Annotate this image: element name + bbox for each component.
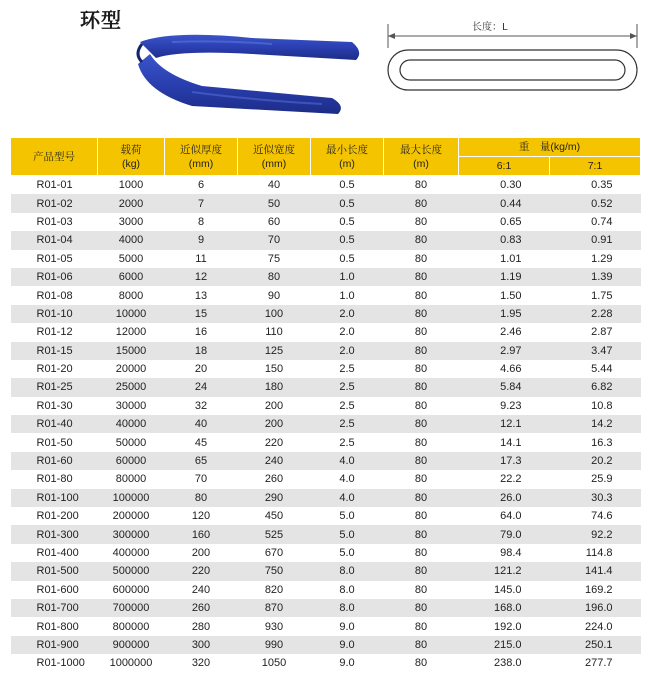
header-row [11, 138, 641, 157]
header-ratio-6: 6:1 [459, 157, 550, 176]
cell-load: 1000 [98, 176, 165, 195]
cell-thickness: 260 [165, 599, 238, 617]
cell-max: 80 [384, 194, 459, 212]
cell-load: 700000 [98, 599, 165, 617]
cell-w6: 168.0 [459, 599, 550, 617]
cell-min: 0.5 [311, 250, 384, 268]
cell-w6: 215.0 [459, 636, 550, 654]
table-row [11, 305, 641, 323]
cell-min: 0.5 [311, 213, 384, 231]
table-row [11, 342, 641, 360]
cell-min: 1.0 [311, 286, 384, 304]
cell-max: 80 [384, 654, 459, 672]
cell-w7: 0.74 [550, 213, 641, 231]
cell-min: 8.0 [311, 599, 384, 617]
cell-model: R01-500 [11, 562, 98, 580]
cell-min: 2.0 [311, 323, 384, 341]
table-row [11, 654, 641, 672]
cell-thickness: 120 [165, 507, 238, 525]
cell-width: 80 [238, 268, 311, 286]
cell-min: 8.0 [311, 581, 384, 599]
cell-w6: 1.01 [459, 250, 550, 268]
cell-width: 260 [238, 470, 311, 488]
cell-load: 50000 [98, 433, 165, 451]
cell-w7: 0.35 [550, 176, 641, 195]
cell-load: 15000 [98, 342, 165, 360]
cell-thickness: 8 [165, 213, 238, 231]
table-row [11, 286, 641, 304]
cell-w7: 2.28 [550, 305, 641, 323]
cell-max: 80 [384, 286, 459, 304]
cell-model: R01-800 [11, 617, 98, 635]
cell-w7: 0.91 [550, 231, 641, 249]
header-max-length: 最大长度 (m) [384, 138, 459, 176]
cell-width: 525 [238, 525, 311, 543]
cell-w6: 26.0 [459, 489, 550, 507]
cell-model: R01-05 [11, 250, 98, 268]
cell-min: 2.5 [311, 378, 384, 396]
cell-w6: 12.1 [459, 415, 550, 433]
cell-thickness: 9 [165, 231, 238, 249]
cell-thickness: 32 [165, 397, 238, 415]
cell-width: 100 [238, 305, 311, 323]
header-ratio-7: 7:1 [550, 157, 641, 176]
cell-max: 80 [384, 562, 459, 580]
header-weight: 重 量(kg/m) [459, 138, 641, 157]
cell-min: 2.5 [311, 397, 384, 415]
cell-thickness: 12 [165, 268, 238, 286]
cell-w6: 64.0 [459, 507, 550, 525]
table-row [11, 268, 641, 286]
cell-w6: 121.2 [459, 562, 550, 580]
cell-w7: 224.0 [550, 617, 641, 635]
cell-w6: 5.84 [459, 378, 550, 396]
specification-table [10, 137, 641, 673]
cell-max: 80 [384, 305, 459, 323]
table-row [11, 581, 641, 599]
cell-max: 80 [384, 636, 459, 654]
cell-w6: 98.4 [459, 544, 550, 562]
cell-max: 80 [384, 415, 459, 433]
cell-width: 90 [238, 286, 311, 304]
table-row [11, 378, 641, 396]
cell-load: 20000 [98, 360, 165, 378]
header-load: 载荷 (kg) [98, 138, 165, 176]
cell-thickness: 16 [165, 323, 238, 341]
cell-thickness: 40 [165, 415, 238, 433]
cell-max: 80 [384, 176, 459, 195]
cell-load: 40000 [98, 415, 165, 433]
cell-model: R01-20 [11, 360, 98, 378]
table-row [11, 433, 641, 451]
cell-min: 4.0 [311, 452, 384, 470]
cell-w6: 1.95 [459, 305, 550, 323]
cell-min: 9.0 [311, 636, 384, 654]
cell-max: 80 [384, 599, 459, 617]
cell-w7: 1.39 [550, 268, 641, 286]
cell-min: 2.0 [311, 342, 384, 360]
cell-min: 2.5 [311, 433, 384, 451]
cell-min: 8.0 [311, 562, 384, 580]
cell-thickness: 24 [165, 378, 238, 396]
cell-load: 10000 [98, 305, 165, 323]
cell-w6: 14.1 [459, 433, 550, 451]
cell-width: 670 [238, 544, 311, 562]
cell-width: 1050 [238, 654, 311, 672]
cell-thickness: 240 [165, 581, 238, 599]
table-row [11, 525, 641, 543]
cell-model: R01-08 [11, 286, 98, 304]
cell-max: 80 [384, 433, 459, 451]
cell-load: 25000 [98, 378, 165, 396]
cell-w6: 192.0 [459, 617, 550, 635]
cell-w6: 79.0 [459, 525, 550, 543]
cell-width: 40 [238, 176, 311, 195]
cell-w7: 6.82 [550, 378, 641, 396]
cell-model: R01-02 [11, 194, 98, 212]
cell-width: 220 [238, 433, 311, 451]
table-row [11, 544, 641, 562]
cell-width: 70 [238, 231, 311, 249]
cell-thickness: 18 [165, 342, 238, 360]
cell-w7: 74.6 [550, 507, 641, 525]
cell-min: 0.5 [311, 194, 384, 212]
cell-max: 80 [384, 323, 459, 341]
cell-width: 180 [238, 378, 311, 396]
cell-model: R01-1000 [11, 654, 98, 672]
cell-w6: 2.97 [459, 342, 550, 360]
cell-thickness: 70 [165, 470, 238, 488]
cell-width: 200 [238, 415, 311, 433]
cell-load: 6000 [98, 268, 165, 286]
cell-model: R01-100 [11, 489, 98, 507]
cell-w6: 145.0 [459, 581, 550, 599]
cell-model: R01-80 [11, 470, 98, 488]
cell-model: R01-06 [11, 268, 98, 286]
cell-w7: 1.75 [550, 286, 641, 304]
cell-w7: 5.44 [550, 360, 641, 378]
cell-width: 930 [238, 617, 311, 635]
cell-load: 60000 [98, 452, 165, 470]
cell-min: 1.0 [311, 268, 384, 286]
cell-thickness: 80 [165, 489, 238, 507]
table-row [11, 562, 641, 580]
cell-width: 240 [238, 452, 311, 470]
cell-w7: 25.9 [550, 470, 641, 488]
header-width: 近似宽度 (mm) [238, 138, 311, 176]
cell-min: 2.5 [311, 360, 384, 378]
cell-model: R01-200 [11, 507, 98, 525]
cell-load: 3000 [98, 213, 165, 231]
cell-min: 9.0 [311, 617, 384, 635]
table-row [11, 617, 641, 635]
cell-load: 2000 [98, 194, 165, 212]
table-row [11, 213, 641, 231]
cell-model: R01-40 [11, 415, 98, 433]
cell-load: 900000 [98, 636, 165, 654]
page-title: 环型 [80, 8, 122, 32]
cell-model: R01-04 [11, 231, 98, 249]
cell-min: 0.5 [311, 231, 384, 249]
cell-width: 450 [238, 507, 311, 525]
cell-w7: 16.3 [550, 433, 641, 451]
table-row [11, 397, 641, 415]
table-row [11, 194, 641, 212]
cell-width: 75 [238, 250, 311, 268]
cell-thickness: 65 [165, 452, 238, 470]
cell-w7: 169.2 [550, 581, 641, 599]
cell-w6: 0.83 [459, 231, 550, 249]
cell-w7: 30.3 [550, 489, 641, 507]
cell-load: 600000 [98, 581, 165, 599]
cell-model: R01-30 [11, 397, 98, 415]
cell-load: 500000 [98, 562, 165, 580]
cell-width: 750 [238, 562, 311, 580]
cell-model: R01-700 [11, 599, 98, 617]
header-thickness: 近似厚度 (mm) [165, 138, 238, 176]
cell-thickness: 20 [165, 360, 238, 378]
cell-w7: 250.1 [550, 636, 641, 654]
cell-max: 80 [384, 617, 459, 635]
cell-load: 300000 [98, 525, 165, 543]
cell-min: 9.0 [311, 654, 384, 672]
cell-model: R01-300 [11, 525, 98, 543]
cell-load: 30000 [98, 397, 165, 415]
cell-thickness: 13 [165, 286, 238, 304]
cell-thickness: 220 [165, 562, 238, 580]
cell-max: 80 [384, 489, 459, 507]
cell-w6: 22.2 [459, 470, 550, 488]
cell-max: 80 [384, 250, 459, 268]
cell-load: 800000 [98, 617, 165, 635]
table-row [11, 599, 641, 617]
cell-model: R01-01 [11, 176, 98, 195]
cell-w6: 1.50 [459, 286, 550, 304]
cell-w6: 17.3 [459, 452, 550, 470]
cell-w7: 3.47 [550, 342, 641, 360]
cell-w6: 1.19 [459, 268, 550, 286]
cell-min: 0.5 [311, 176, 384, 195]
cell-width: 125 [238, 342, 311, 360]
cell-w6: 0.30 [459, 176, 550, 195]
cell-max: 80 [384, 452, 459, 470]
cell-load: 12000 [98, 323, 165, 341]
cell-min: 5.0 [311, 525, 384, 543]
cell-max: 80 [384, 378, 459, 396]
cell-w6: 238.0 [459, 654, 550, 672]
table-row [11, 415, 641, 433]
cell-thickness: 15 [165, 305, 238, 323]
cell-max: 80 [384, 581, 459, 599]
cell-max: 80 [384, 342, 459, 360]
table-row [11, 176, 641, 195]
cell-w7: 2.87 [550, 323, 641, 341]
cell-min: 5.0 [311, 544, 384, 562]
cell-load: 5000 [98, 250, 165, 268]
cell-width: 290 [238, 489, 311, 507]
cell-max: 80 [384, 231, 459, 249]
cell-model: R01-25 [11, 378, 98, 396]
table-row [11, 250, 641, 268]
cell-thickness: 280 [165, 617, 238, 635]
cell-model: R01-50 [11, 433, 98, 451]
cell-w7: 277.7 [550, 654, 641, 672]
cell-w7: 92.2 [550, 525, 641, 543]
table-row [11, 452, 641, 470]
cell-width: 990 [238, 636, 311, 654]
cell-w7: 20.2 [550, 452, 641, 470]
cell-load: 80000 [98, 470, 165, 488]
cell-width: 870 [238, 599, 311, 617]
cell-thickness: 7 [165, 194, 238, 212]
cell-w6: 0.65 [459, 213, 550, 231]
header-min-length: 最小长度 (m) [311, 138, 384, 176]
cell-load: 400000 [98, 544, 165, 562]
cell-max: 80 [384, 544, 459, 562]
cell-w7: 114.8 [550, 544, 641, 562]
cell-load: 4000 [98, 231, 165, 249]
table-row [11, 507, 641, 525]
cell-width: 820 [238, 581, 311, 599]
table-row [11, 636, 641, 654]
cell-w6: 4.66 [459, 360, 550, 378]
cell-max: 80 [384, 213, 459, 231]
cell-thickness: 320 [165, 654, 238, 672]
cell-width: 110 [238, 323, 311, 341]
cell-width: 60 [238, 213, 311, 231]
table-row [11, 489, 641, 507]
cell-width: 200 [238, 397, 311, 415]
round-sling-photo [132, 28, 364, 120]
cell-thickness: 11 [165, 250, 238, 268]
cell-load: 8000 [98, 286, 165, 304]
cell-thickness: 6 [165, 176, 238, 195]
table-row [11, 323, 641, 341]
cell-max: 80 [384, 268, 459, 286]
cell-width: 150 [238, 360, 311, 378]
cell-min: 4.0 [311, 470, 384, 488]
cell-w6: 0.44 [459, 194, 550, 212]
cell-model: R01-15 [11, 342, 98, 360]
table-row [11, 470, 641, 488]
cell-w6: 9.23 [459, 397, 550, 415]
cell-w7: 1.29 [550, 250, 641, 268]
cell-min: 2.5 [311, 415, 384, 433]
cell-model: R01-10 [11, 305, 98, 323]
table-row [11, 231, 641, 249]
cell-w7: 196.0 [550, 599, 641, 617]
cell-load: 1000000 [98, 654, 165, 672]
cell-model: R01-600 [11, 581, 98, 599]
cell-thickness: 200 [165, 544, 238, 562]
cell-min: 5.0 [311, 507, 384, 525]
cell-max: 80 [384, 525, 459, 543]
cell-thickness: 45 [165, 433, 238, 451]
length-diagram [380, 14, 645, 104]
cell-thickness: 300 [165, 636, 238, 654]
cell-load: 200000 [98, 507, 165, 525]
cell-min: 2.0 [311, 305, 384, 323]
cell-model: R01-400 [11, 544, 98, 562]
cell-max: 80 [384, 397, 459, 415]
table-row [11, 360, 641, 378]
cell-min: 4.0 [311, 489, 384, 507]
header-model: 产品型号 [11, 138, 98, 176]
cell-thickness: 160 [165, 525, 238, 543]
cell-max: 80 [384, 360, 459, 378]
cell-width: 50 [238, 194, 311, 212]
cell-max: 80 [384, 470, 459, 488]
cell-max: 80 [384, 507, 459, 525]
cell-model: R01-900 [11, 636, 98, 654]
cell-w7: 141.4 [550, 562, 641, 580]
cell-w6: 2.46 [459, 323, 550, 341]
cell-model: R01-12 [11, 323, 98, 341]
cell-model: R01-60 [11, 452, 98, 470]
length-label: 长度：L [472, 22, 508, 33]
cell-load: 100000 [98, 489, 165, 507]
cell-w7: 0.52 [550, 194, 641, 212]
cell-model: R01-03 [11, 213, 98, 231]
cell-w7: 10.8 [550, 397, 641, 415]
cell-w7: 14.2 [550, 415, 641, 433]
